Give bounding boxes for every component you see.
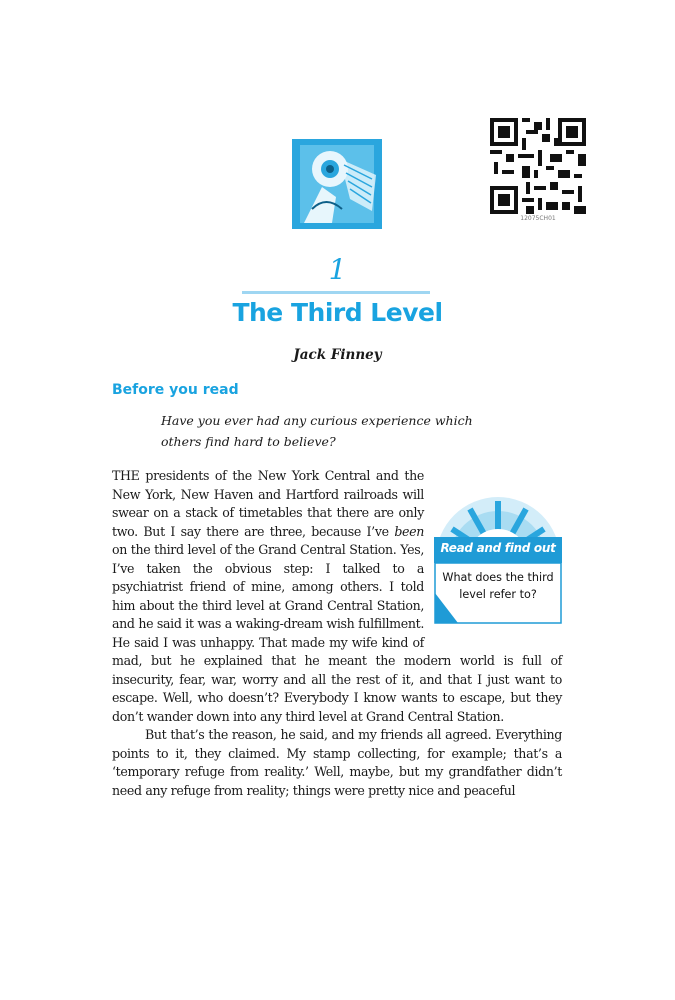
chapter-title: The Third Level [232,298,443,327]
sidebar-wrap-space [424,467,562,639]
author-name: Jack Finney [293,347,382,363]
chapter-number: 1 [328,253,347,286]
story-paragraph-2: But that’s the reason, he said, and my friends all agreed. Everything points to it, they claimed. My stamp collecting, for example; that’s a ‘temporary refuge from reality.’ Well, maybe, but my grandfather didn’t need any refuge from reality; things were pretty nice and peaceful [112,727,562,798]
title-rule [242,291,430,294]
paragraph-1-text-end: on the third level of the Grand Central Station. Yes, I’ve taken the obvious step: I talked to a psychiatrist friend of mine, among others. I told him about the third level at Grand Central Station, and he said it was a waking-dream wish fulfillment. He said I was unhappy. That made my wife kind of mad, but he explained that he meant the modern world is full of insecurity, fear, war, worry and all the rest of it, and that I just want to escape. Well, who doesn’t? Everybody I know wants to escape, but they don’t wander down into any third level at Grand Central Station. [112,542,562,724]
before-you-read-prompt: Have you ever had any curious experience which others find hard to believe? [161,413,473,449]
read-and-find-out-question: What does the third level refer to? [442,571,554,601]
paragraph-1-text-start: THE presidents of the New York Central and the New York, New Haven and Hartford railroads will swear on a stack of timetables that there are only two. But I say there are three, because I’ve [112,468,424,539]
before-you-read-heading: Before you read [112,382,239,398]
story-text [112,467,562,800]
qr-code [490,118,586,214]
chapter-illustration [292,139,382,229]
paragraph-1-emphasis: been [394,523,424,539]
qr-code-label: 12075CH01 [520,215,556,222]
read-and-find-out-label: Read and find out [440,541,556,555]
